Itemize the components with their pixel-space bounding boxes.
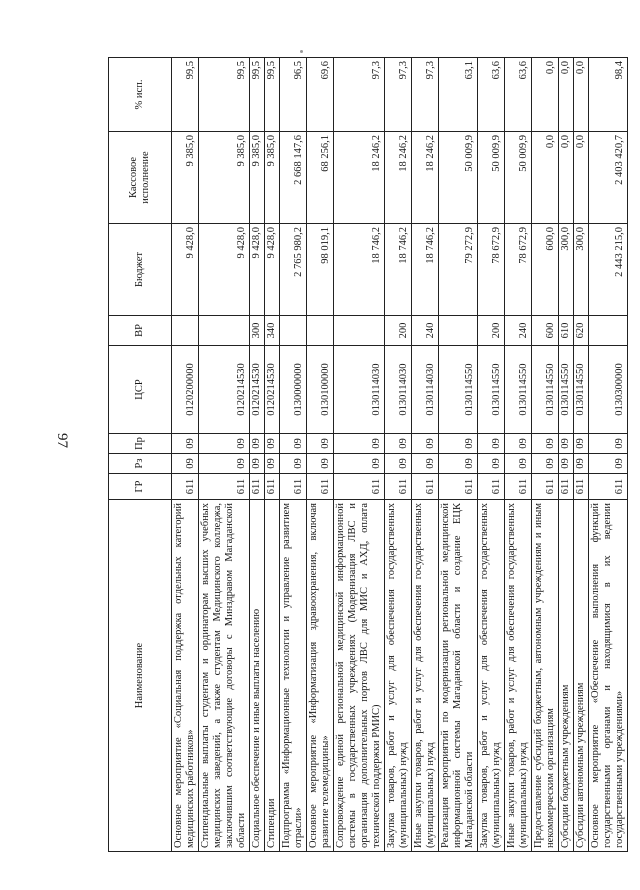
table-row — [172, 58, 199, 852]
header-kassa: Кассовое исполнение — [109, 132, 172, 224]
table-row — [385, 58, 412, 852]
row-csr: 0120214530 — [199, 346, 250, 434]
row-pr: 09 — [505, 434, 532, 454]
row-vr — [334, 316, 385, 346]
row-pct: 63,6 — [505, 58, 532, 132]
row-pct: 0,0 — [574, 58, 589, 132]
row-name: Закупка товаров, работ и услуг для обеспечения государственных (муниципальных) нужд — [478, 500, 505, 852]
row-csr: 0120214530 — [265, 346, 280, 434]
row-rz: 09 — [172, 454, 199, 474]
row-vr: 620 — [574, 316, 589, 346]
row-pr: 09 — [412, 434, 439, 454]
row-pct: 98,4 — [589, 58, 628, 132]
row-gr: 611 — [172, 474, 199, 500]
row-vr: 600 — [532, 316, 559, 346]
row-gr: 611 — [385, 474, 412, 500]
row-csr: 0130100000 — [307, 346, 334, 434]
row-budget: 78 672,9 — [478, 224, 505, 316]
table-row — [505, 58, 532, 852]
row-kassa: 9 385,0 — [199, 132, 250, 224]
row-budget: 18 746,2 — [412, 224, 439, 316]
row-vr — [589, 316, 628, 346]
row-pct: 97,3 — [385, 58, 412, 132]
row-gr: 611 — [334, 474, 385, 500]
row-rz: 09 — [532, 454, 559, 474]
row-budget: 300,0 — [559, 224, 574, 316]
row-vr — [199, 316, 250, 346]
row-kassa: 18 246,2 — [385, 132, 412, 224]
row-pct: 97,3 — [334, 58, 385, 132]
row-vr: 340 — [265, 316, 280, 346]
row-budget: 18 746,2 — [334, 224, 385, 316]
row-kassa: 9 385,0 — [250, 132, 265, 224]
row-pr: 09 — [385, 434, 412, 454]
row-csr: 0130114030 — [412, 346, 439, 434]
row-kassa: 2 403 420,7 — [589, 132, 628, 224]
row-name: Сопровождение единой региональной медицинской информационной системы в государственных учреждениях (Модернизация ЛВС и организация дополнительных портов ЛВС для МИС и АХД, оплата технической поддержки РМИС) — [334, 500, 385, 852]
header-pct: % исп. — [109, 58, 172, 132]
budget-table — [108, 57, 628, 852]
row-csr: 0120200000 — [172, 346, 199, 434]
header-row — [109, 58, 172, 852]
table-row — [589, 58, 628, 852]
row-budget: 600,0 — [532, 224, 559, 316]
table-row — [250, 58, 265, 852]
row-vr — [307, 316, 334, 346]
row-budget: 9 428,0 — [265, 224, 280, 316]
row-kassa: 50 009,9 — [505, 132, 532, 224]
row-rz: 09 — [334, 454, 385, 474]
row-pct: 99,5 — [265, 58, 280, 132]
row-budget: 2 765 980,2 — [280, 224, 307, 316]
row-pr: 09 — [532, 434, 559, 454]
row-name: Основное мероприятие «Информатизация здравоохранения, включая развитие телемедицины» — [307, 500, 334, 852]
table-row — [199, 58, 250, 852]
header-rz: Рз — [109, 454, 172, 474]
row-name: Субсидии бюджетным учреждениям — [559, 500, 574, 852]
row-pr: 09 — [250, 434, 265, 454]
row-budget: 9 428,0 — [250, 224, 265, 316]
row-rz: 09 — [412, 454, 439, 474]
row-name: Подпрограмма «Информационные технологии и управление развитием отрасли» — [280, 500, 307, 852]
row-gr: 611 — [250, 474, 265, 500]
row-budget: 79 272,9 — [439, 224, 478, 316]
table-row — [574, 58, 589, 852]
row-name: Стипендии — [265, 500, 280, 852]
row-csr: 0130114550 — [478, 346, 505, 434]
row-pr: 09 — [589, 434, 628, 454]
row-pct: 99,5 — [250, 58, 265, 132]
row-budget: 9 428,0 — [199, 224, 250, 316]
row-csr: 0130300000 — [589, 346, 628, 434]
row-rz: 09 — [265, 454, 280, 474]
row-pr: 09 — [280, 434, 307, 454]
row-kassa: 0,0 — [559, 132, 574, 224]
table-row — [559, 58, 574, 852]
row-name: Иные закупки товаров, работ и услуг для обеспечения государственных (муниципальных) нужд — [505, 500, 532, 852]
row-gr: 611 — [412, 474, 439, 500]
row-vr: 610 — [559, 316, 574, 346]
row-pct: 99,5 — [172, 58, 199, 132]
table-row — [478, 58, 505, 852]
row-vr: 200 — [385, 316, 412, 346]
row-name: Основное мероприятие «Обеспечение выполнения функций государственными органами и находящимися в их ведении государственными учреждениями» — [589, 500, 628, 852]
table-row — [280, 58, 307, 852]
row-kassa: 68 256,1 — [307, 132, 334, 224]
table-row — [307, 58, 334, 852]
row-name: Иные закупки товаров, работ и услуг для обеспечения государственных (муниципальных) нужд — [412, 500, 439, 852]
row-pr: 09 — [439, 434, 478, 454]
row-budget: 78 672,9 — [505, 224, 532, 316]
row-name: Предоставление субсидий бюджетным, автономным учреждениям и иным некоммерческим организациям — [532, 500, 559, 852]
header-name: Наименование — [109, 500, 172, 852]
row-csr: 0130114550 — [532, 346, 559, 434]
row-pr: 09 — [265, 434, 280, 454]
table-row — [265, 58, 280, 852]
row-pct: 63,6 — [478, 58, 505, 132]
row-rz: 09 — [199, 454, 250, 474]
row-name: Стипендиальные выплаты студентам и ординаторам высших учебных медицинских заведений, а также студентам Медицинского колледжа, заключившим соответствующие договоры с Минздравом Магаданской области — [199, 500, 250, 852]
row-pct: 97,3 — [412, 58, 439, 132]
row-budget: 300,0 — [574, 224, 589, 316]
row-gr: 611 — [439, 474, 478, 500]
row-pct: 0,0 — [559, 58, 574, 132]
row-rz: 09 — [574, 454, 589, 474]
row-rz: 09 — [559, 454, 574, 474]
row-rz: 09 — [250, 454, 265, 474]
row-gr: 611 — [478, 474, 505, 500]
row-gr: 611 — [307, 474, 334, 500]
row-name: Основное мероприятие «Социальная поддержка отдельных категорий медицинских работников» — [172, 500, 199, 852]
row-kassa: 18 246,2 — [334, 132, 385, 224]
row-kassa: 0,0 — [532, 132, 559, 224]
row-csr: 0130114550 — [505, 346, 532, 434]
row-csr: 0120214530 — [250, 346, 265, 434]
row-pr: 09 — [559, 434, 574, 454]
row-budget: 98 019,1 — [307, 224, 334, 316]
row-name: Социальное обеспечение и иные выплаты населению — [250, 500, 265, 852]
row-pct: 69,6 — [307, 58, 334, 132]
table-body — [172, 58, 628, 852]
row-gr: 611 — [505, 474, 532, 500]
row-rz: 09 — [478, 454, 505, 474]
table-row — [532, 58, 559, 852]
row-rz: 09 — [439, 454, 478, 474]
row-pr: 09 — [199, 434, 250, 454]
row-rz: 09 — [307, 454, 334, 474]
header-csr: ЦСР — [109, 346, 172, 434]
row-budget: 9 428,0 — [172, 224, 199, 316]
row-rz: 09 — [385, 454, 412, 474]
row-pct: 63,1 — [439, 58, 478, 132]
row-kassa: 50 009,9 — [478, 132, 505, 224]
budget-table-container — [108, 58, 625, 852]
row-kassa: 2 668 147,6 — [280, 132, 307, 224]
page-number: 97 — [54, 433, 70, 448]
row-csr: 0130114550 — [559, 346, 574, 434]
row-pct: 0,0 — [532, 58, 559, 132]
row-budget: 2 443 215,0 — [589, 224, 628, 316]
row-name: Субсидии автономным учреждениям — [574, 500, 589, 852]
row-vr: 240 — [412, 316, 439, 346]
row-pr: 09 — [334, 434, 385, 454]
row-csr: 0130000000 — [280, 346, 307, 434]
row-gr: 611 — [589, 474, 628, 500]
row-csr: 0130114030 — [385, 346, 412, 434]
row-csr: 0130114550 — [574, 346, 589, 434]
row-vr — [439, 316, 478, 346]
row-kassa: 0,0 — [574, 132, 589, 224]
header-gr: ГР — [109, 474, 172, 500]
row-csr: 0130114030 — [334, 346, 385, 434]
row-name: Реализация мероприятий по модернизации региональной медицинской информационной системы Магаданской области и создание ЕЦК Магаданской области — [439, 500, 478, 852]
table-row — [439, 58, 478, 852]
row-vr — [172, 316, 199, 346]
row-rz: 09 — [589, 454, 628, 474]
row-kassa: 9 385,0 — [265, 132, 280, 224]
row-name: Закупка товаров, работ и услуг для обеспечения государственных (муниципальных) нужд — [385, 500, 412, 852]
row-gr: 611 — [532, 474, 559, 500]
row-kassa: 9 385,0 — [172, 132, 199, 224]
row-rz: 09 — [280, 454, 307, 474]
header-pr: Пр — [109, 434, 172, 454]
row-pr: 09 — [307, 434, 334, 454]
row-vr — [280, 316, 307, 346]
row-pr: 09 — [478, 434, 505, 454]
row-csr: 0130114550 — [439, 346, 478, 434]
row-kassa: 18 246,2 — [412, 132, 439, 224]
row-vr: 200 — [478, 316, 505, 346]
row-budget: 18 746,2 — [385, 224, 412, 316]
row-vr: 300 — [250, 316, 265, 346]
table-row — [412, 58, 439, 852]
row-gr: 611 — [265, 474, 280, 500]
row-gr: 611 — [199, 474, 250, 500]
row-gr: 611 — [559, 474, 574, 500]
row-pr: 09 — [574, 434, 589, 454]
row-kassa: 50 009,9 — [439, 132, 478, 224]
row-pct: 99,5 — [199, 58, 250, 132]
row-gr: 611 — [280, 474, 307, 500]
row-rz: 09 — [505, 454, 532, 474]
row-pct: 96,5 — [280, 58, 307, 132]
table-row — [334, 58, 385, 852]
header-budget: Бюджет — [109, 224, 172, 316]
header-vr: ВР — [109, 316, 172, 346]
row-vr: 240 — [505, 316, 532, 346]
row-gr: 611 — [574, 474, 589, 500]
row-pr: 09 — [172, 434, 199, 454]
